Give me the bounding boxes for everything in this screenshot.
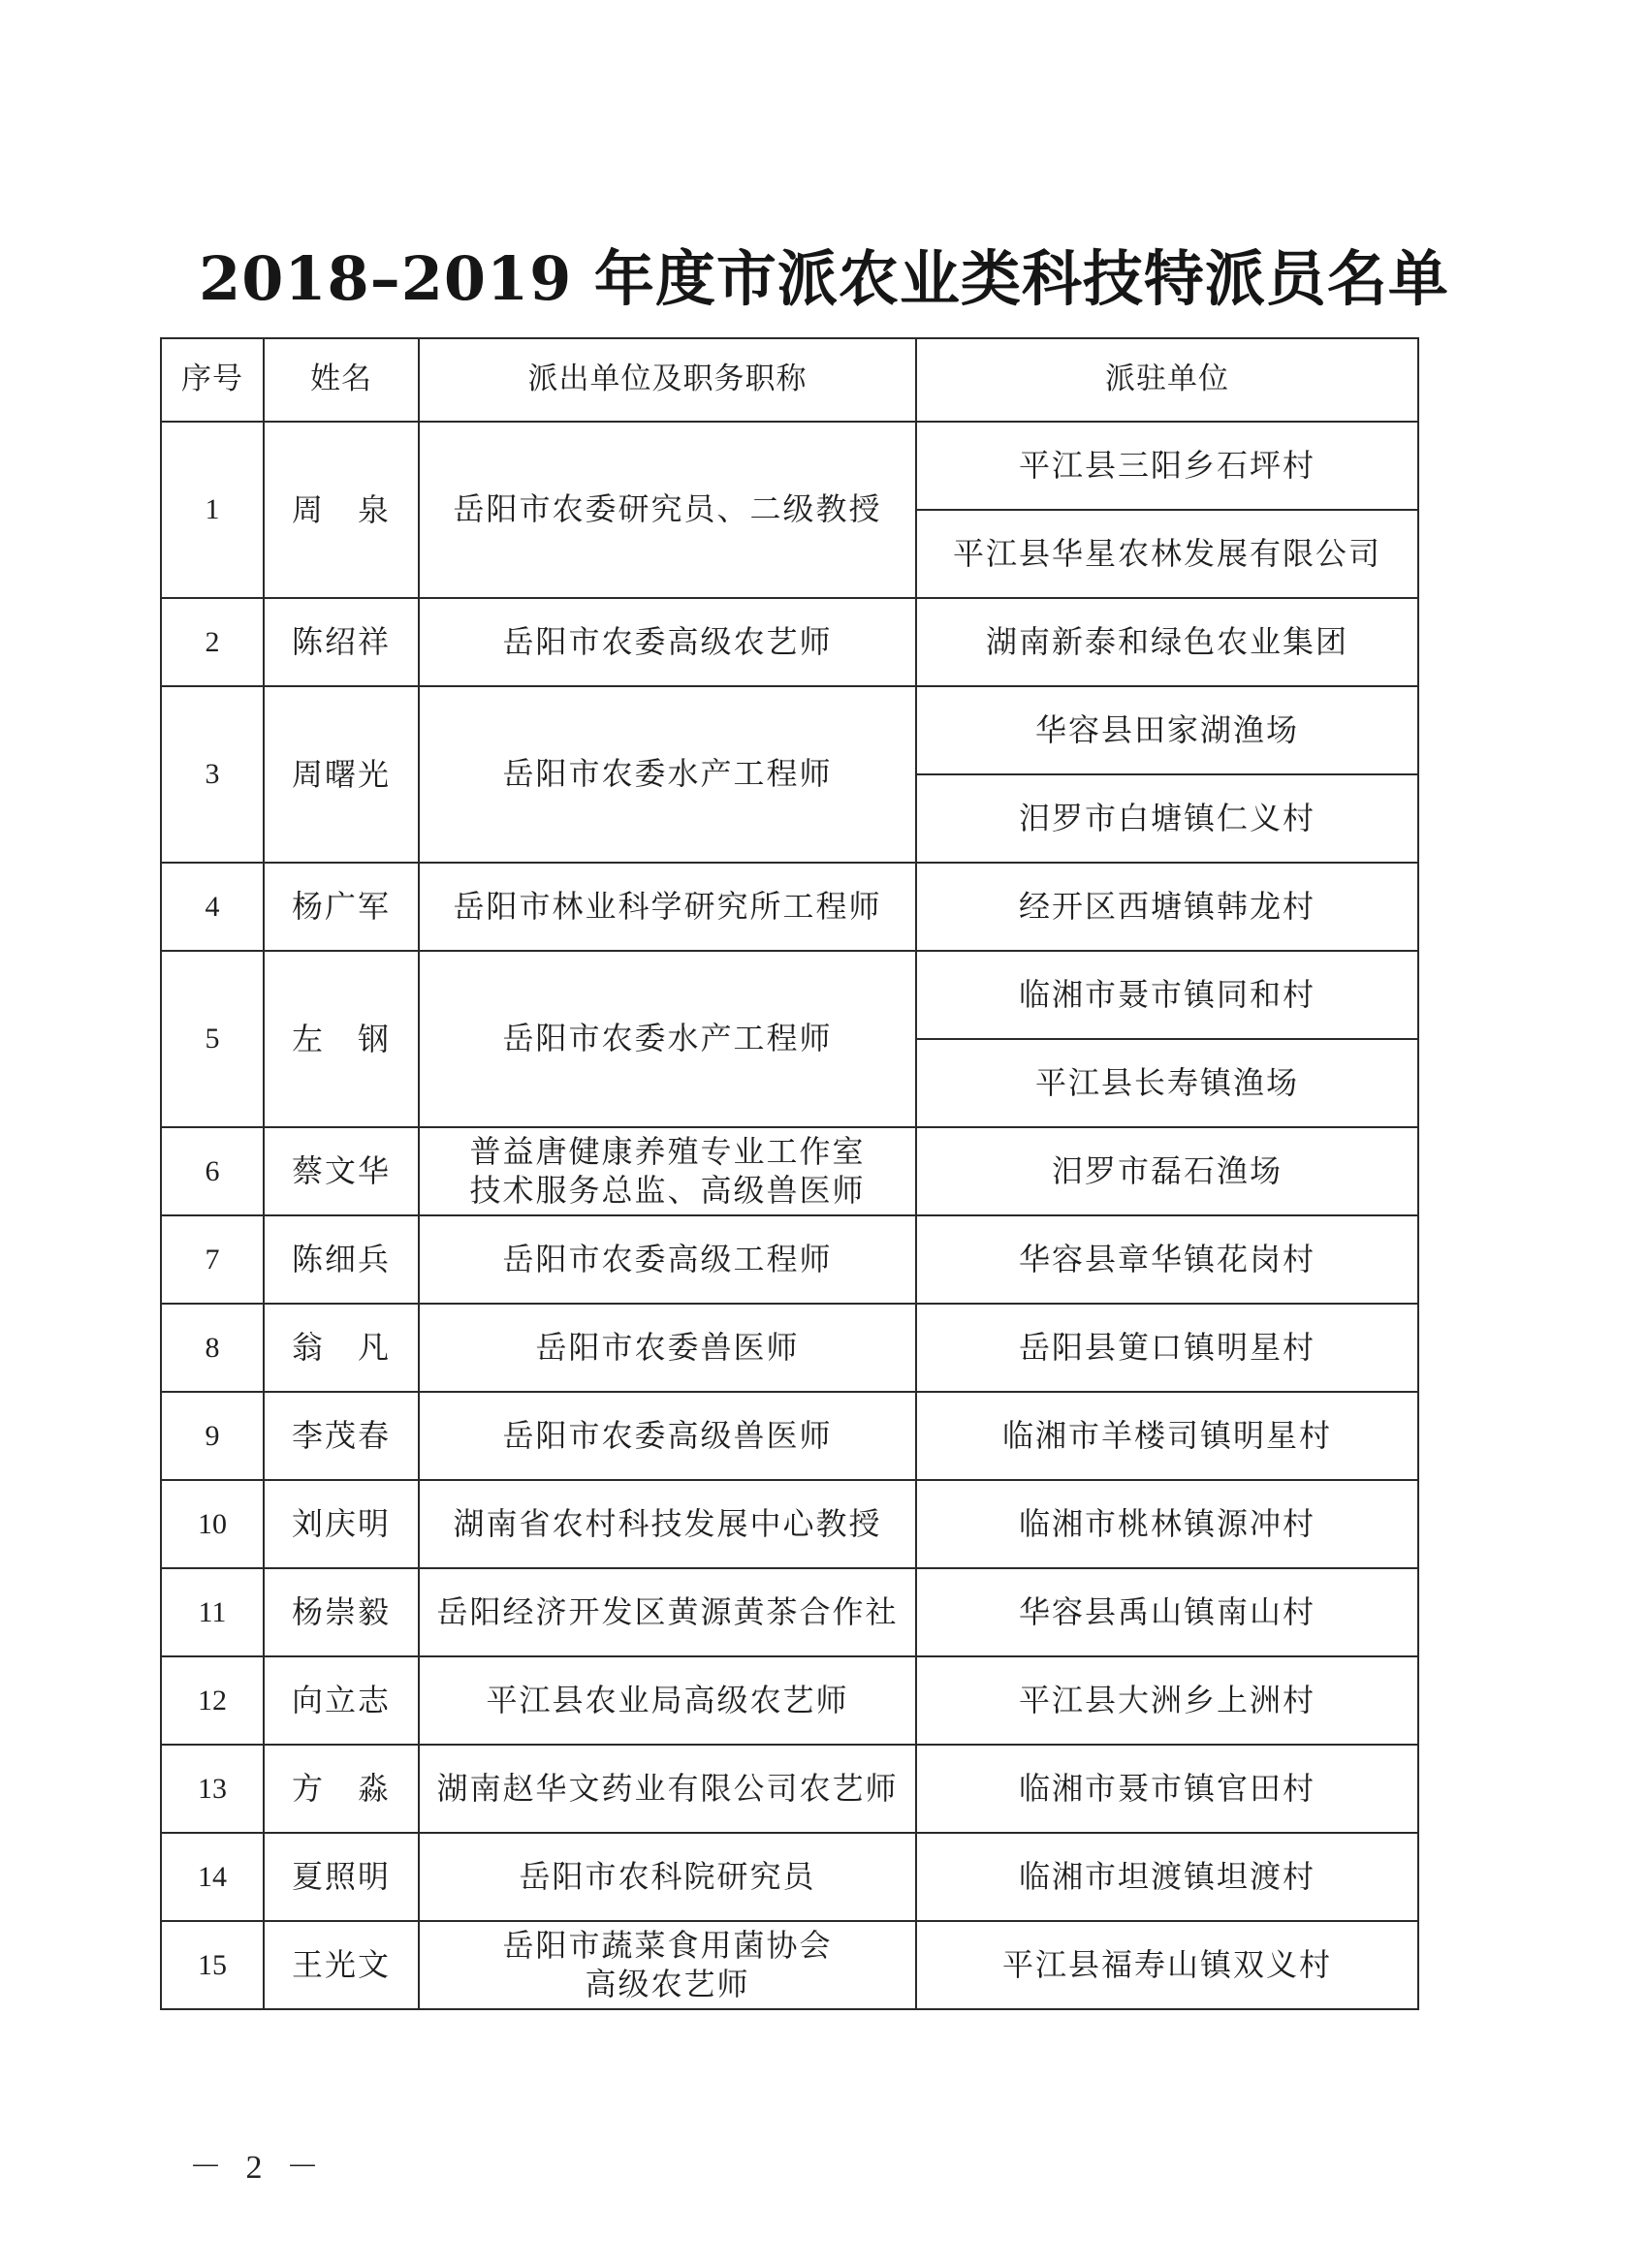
row-station: 岳阳县筻口镇明星村 [916, 1304, 1418, 1392]
row-unit [419, 1392, 916, 1480]
unit-line: 岳阳市农委研究员、二级教授 [453, 490, 882, 528]
row-name: 陈细兵 [264, 1215, 419, 1304]
roster-table [160, 337, 1419, 2010]
row-station: 平江县三阳乡石坪村 [916, 422, 1418, 510]
table-row [161, 863, 1418, 951]
header-unit: 派出单位及职务职称 [419, 338, 916, 422]
table-row [161, 1568, 1418, 1656]
page-number: － 2 － [189, 2150, 327, 2186]
row-unit [419, 1921, 916, 2009]
unit-line: 岳阳市农委高级工程师 [502, 1240, 833, 1277]
unit-line: 岳阳市蔬菜食用菌协会 [502, 1927, 833, 1965]
row-station: 平江县大洲乡上洲村 [916, 1656, 1418, 1745]
row-unit [419, 863, 916, 951]
row-name: 向立志 [264, 1656, 419, 1745]
row-name: 杨广军 [264, 863, 419, 951]
row-name: 方 淼 [264, 1745, 419, 1833]
unit-line: 岳阳市林业科学研究所工程师 [453, 887, 882, 925]
table-row [161, 1215, 1418, 1304]
row-name: 李茂春 [264, 1392, 419, 1480]
row-index: 9 [161, 1392, 264, 1480]
row-unit [419, 1480, 916, 1568]
table-row [161, 1833, 1418, 1921]
row-index: 8 [161, 1304, 264, 1392]
unit-line: 普益唐健康养殖专业工作室 [469, 1133, 866, 1171]
table-row [161, 1921, 1418, 2009]
unit-line: 湖南省农村科技发展中心教授 [453, 1504, 882, 1542]
row-index: 12 [161, 1656, 264, 1745]
row-name: 周曙光 [264, 686, 419, 863]
row-name: 左 钢 [264, 951, 419, 1127]
row-station: 华容县禹山镇南山村 [916, 1568, 1418, 1656]
table-row [161, 1392, 1418, 1480]
unit-line: 高级农艺师 [585, 1965, 750, 2002]
row-station: 湖南新泰和绿色农业集团 [916, 598, 1418, 686]
row-station: 临湘市桃林镇源冲村 [916, 1480, 1418, 1568]
table-row [161, 1745, 1418, 1833]
row-index: 6 [161, 1127, 264, 1215]
row-index: 10 [161, 1480, 264, 1568]
row-index: 15 [161, 1921, 264, 2009]
row-unit [419, 1656, 916, 1745]
header-station: 派驻单位 [916, 338, 1418, 422]
row-name: 蔡文华 [264, 1127, 419, 1215]
row-index: 5 [161, 951, 264, 1127]
row-station: 经开区西塘镇韩龙村 [916, 863, 1418, 951]
table-row [161, 1304, 1418, 1392]
row-name: 翁 凡 [264, 1304, 419, 1392]
row-unit [419, 951, 916, 1127]
row-station: 平江县福寿山镇双义村 [916, 1921, 1418, 2009]
unit-line: 岳阳市农委高级农艺师 [502, 622, 833, 660]
table-row [161, 1127, 1418, 1215]
page-title: 2018–2019 年度市派农业类科技特派员名单 [199, 243, 1449, 314]
row-station: 临湘市聂市镇同和村 [916, 951, 1418, 1039]
unit-line: 岳阳市农委水产工程师 [502, 755, 833, 793]
table-body [161, 422, 1418, 2009]
header-row [161, 338, 1418, 422]
row-unit [419, 422, 916, 598]
table-row [161, 686, 1418, 774]
row-station: 平江县长寿镇渔场 [916, 1039, 1418, 1127]
unit-line: 平江县农业局高级农艺师 [486, 1681, 849, 1718]
row-index: 4 [161, 863, 264, 951]
row-index: 13 [161, 1745, 264, 1833]
row-unit [419, 1745, 916, 1833]
row-index: 1 [161, 422, 264, 598]
row-unit [419, 1215, 916, 1304]
row-station: 临湘市坦渡镇坦渡村 [916, 1833, 1418, 1921]
row-unit [419, 1568, 916, 1656]
unit-line: 湖南赵华文药业有限公司农艺师 [436, 1769, 899, 1807]
table-header [161, 338, 1418, 422]
unit-line: 岳阳市农委兽医师 [535, 1328, 800, 1366]
row-station: 汨罗市磊石渔场 [916, 1127, 1418, 1215]
row-unit [419, 598, 916, 686]
row-unit [419, 1304, 916, 1392]
row-index: 14 [161, 1833, 264, 1921]
row-name: 周 泉 [264, 422, 419, 598]
table-row [161, 422, 1418, 510]
row-name: 陈绍祥 [264, 598, 419, 686]
table-row [161, 598, 1418, 686]
row-station: 临湘市羊楼司镇明星村 [916, 1392, 1418, 1480]
header-index: 序号 [161, 338, 264, 422]
header-name: 姓名 [264, 338, 419, 422]
unit-line: 岳阳市农科院研究员 [519, 1857, 816, 1895]
table-row [161, 951, 1418, 1039]
row-unit [419, 1127, 916, 1215]
row-station: 华容县田家湖渔场 [916, 686, 1418, 774]
row-index: 11 [161, 1568, 264, 1656]
row-index: 7 [161, 1215, 264, 1304]
row-name: 夏照明 [264, 1833, 419, 1921]
row-index: 3 [161, 686, 264, 863]
row-station: 临湘市聂市镇官田村 [916, 1745, 1418, 1833]
row-name: 刘庆明 [264, 1480, 419, 1568]
row-unit [419, 1833, 916, 1921]
row-name: 王光文 [264, 1921, 419, 2009]
row-station: 汨罗市白塘镇仁义村 [916, 774, 1418, 863]
row-index: 2 [161, 598, 264, 686]
unit-line: 岳阳市农委高级兽医师 [502, 1416, 833, 1454]
unit-line: 技术服务总监、高级兽医师 [469, 1171, 866, 1209]
row-station: 华容县章华镇花岗村 [916, 1215, 1418, 1304]
table-row [161, 1480, 1418, 1568]
row-station: 平江县华星农林发展有限公司 [916, 510, 1418, 598]
row-unit [419, 686, 916, 863]
unit-line: 岳阳市农委水产工程师 [502, 1020, 833, 1057]
unit-line: 岳阳经济开发区黄源黄茶合作社 [436, 1592, 899, 1630]
row-name: 杨崇毅 [264, 1568, 419, 1656]
table-row [161, 1656, 1418, 1745]
